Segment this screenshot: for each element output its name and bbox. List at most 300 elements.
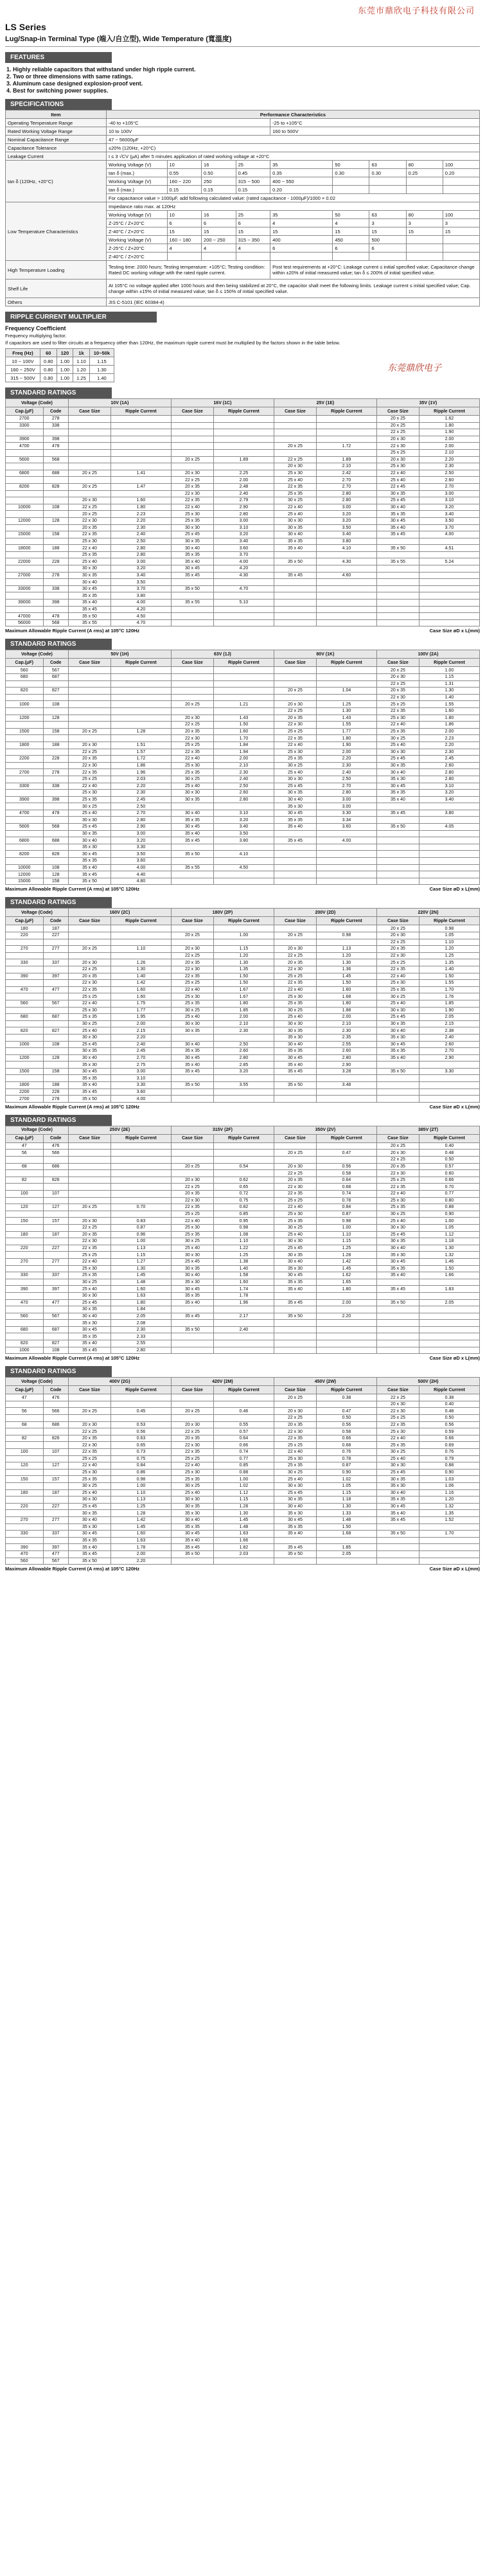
cap-cell (6, 1469, 44, 1476)
case-size-cell (274, 851, 316, 858)
cap-cell: 680 (6, 1014, 44, 1021)
case-size-cell: 35 x 30 (68, 1320, 110, 1327)
ratings-row (6, 1428, 480, 1435)
ripple-cell: 0.79 (419, 1455, 479, 1462)
case-size-cell: 30 x 45 (274, 1272, 316, 1279)
code-cell (43, 1048, 68, 1055)
ripple-cell: 0.62 (213, 1177, 274, 1184)
case-size-cell: 20 x 25 (68, 511, 110, 518)
ripple-cell: 5.10 (213, 600, 274, 607)
specs-table (5, 110, 480, 306)
ripple-cell (213, 416, 274, 423)
case-size-cell: 22 x 40 (171, 756, 213, 763)
spec-cell: 315 ~ 500 (236, 177, 270, 186)
case-size-cell: 30 x 40 (376, 1245, 419, 1252)
ripple-cell: 1.55 (419, 980, 479, 987)
cap-cell: 330 (6, 1272, 44, 1279)
code-cell (43, 707, 68, 715)
case-size-cell: 25 x 30 (376, 463, 419, 470)
ripple-cell (213, 667, 274, 674)
ripple-cell: 3.00 (316, 504, 376, 511)
ratings-row (6, 1531, 480, 1538)
code-cell (43, 803, 68, 810)
ripple-cell: 1.78 (213, 1292, 274, 1299)
code-cell: 128 (43, 517, 68, 524)
case-size-cell (171, 422, 213, 429)
cap-cell: 2200 (6, 1088, 44, 1096)
ripple-cell: 4.00 (110, 600, 171, 607)
ripple-cell (316, 694, 376, 701)
ripple-cell: 3.50 (110, 851, 171, 858)
case-size-cell: 35 x 45 (274, 1299, 316, 1306)
ripple-cell: 1.86 (419, 722, 479, 729)
cap-cell (6, 952, 44, 959)
case-size-cell: 30 x 40 (376, 769, 419, 776)
case-size-cell: 35 x 35 (68, 858, 110, 865)
cap-cell: 220 (6, 1245, 44, 1252)
code-cell (43, 1469, 68, 1476)
case-size-cell: 30 x 45 (376, 517, 419, 524)
ratings-row (6, 1415, 480, 1422)
cap-cell (6, 749, 44, 756)
cap-cell: 1500 (6, 728, 44, 735)
ratings-row (6, 422, 480, 429)
case-size-cell: 35 x 40 (171, 1299, 213, 1306)
case-size-cell: 20 x 30 (274, 946, 316, 953)
case-size-cell: 25 x 40 (274, 477, 316, 484)
case-size-cell (171, 619, 213, 626)
cap-cell: 180 (6, 1231, 44, 1238)
ripple-cell: 1.30 (419, 688, 479, 695)
case-size-cell (274, 416, 316, 423)
case-size-cell (376, 837, 419, 844)
code-cell (43, 490, 68, 497)
spec-row (6, 119, 480, 127)
code-cell (43, 565, 68, 573)
ripple-cell: 1.60 (110, 1531, 171, 1538)
code-cell: 228 (43, 1088, 68, 1096)
code-cell: 826 (43, 1435, 68, 1442)
ripple-cell: 0.76 (419, 1449, 479, 1456)
cap-cell (6, 565, 44, 573)
case-size-cell (171, 925, 213, 932)
case-size-cell: 35 x 30 (274, 803, 316, 810)
spec-cell: 63 (369, 211, 406, 219)
case-size-header: Case Size (274, 407, 316, 416)
spec-cell (406, 177, 443, 186)
ripple-cell: 2.20 (110, 517, 171, 524)
mult-header-row (6, 349, 114, 357)
case-size-cell: 25 x 35 (274, 756, 316, 763)
case-size-cell: 30 x 35 (274, 524, 316, 531)
code-cell (43, 579, 68, 586)
case-size-cell: 20 x 25 (171, 701, 213, 708)
top-bar (5, 0, 480, 18)
case-size-header: Case Size (274, 1134, 316, 1142)
case-size-cell (68, 1157, 110, 1164)
ripple-cell: 3.48 (316, 1082, 376, 1089)
cap-cell (6, 680, 44, 688)
ripple-cell (213, 1340, 274, 1347)
ripple-cell: 4.50 (110, 613, 171, 620)
code-cell (43, 1292, 68, 1299)
ripple-cell (316, 429, 376, 436)
spec-cell: 80 (406, 161, 443, 169)
ripple-cell: 4.70 (110, 619, 171, 626)
code-cell (43, 511, 68, 518)
case-size-cell: 20 x 35 (68, 1231, 110, 1238)
cap-cell: 560 (6, 1558, 44, 1565)
voltage-code-header: Voltage (Code) (6, 650, 69, 659)
ripple-cell: 1.67 (213, 993, 274, 1000)
ripple-cell: 2.00 (213, 756, 274, 763)
cap-cell: 12000 (6, 871, 44, 878)
ripple-cell (316, 858, 376, 865)
spec-cell: 0.25 (406, 169, 443, 177)
series-title: LS Series (5, 22, 46, 32)
case-size-cell: 22 x 30 (274, 1428, 316, 1435)
ripple-cell (110, 1142, 171, 1150)
case-size-cell: 30 x 25 (171, 1238, 213, 1245)
ratings-row (6, 1238, 480, 1245)
spec-cell: 50 (333, 211, 369, 219)
case-size-cell: 25 x 30 (68, 1007, 110, 1014)
ratings-row (6, 1421, 480, 1428)
spec-cell: 160 ~ 220 (167, 177, 202, 186)
ripple-cell (213, 1034, 274, 1041)
ripple-header: Ripple Current (110, 1134, 171, 1142)
case-size-cell: 35 x 50 (68, 613, 110, 620)
case-size-cell: 35 x 30 (68, 1061, 110, 1069)
case-size-cell (68, 667, 110, 674)
spec-cell: Working Voltage (V) (107, 211, 168, 219)
case-size-cell (274, 449, 316, 456)
cap-cell (6, 1292, 44, 1299)
spec-cell: 4 (202, 244, 236, 253)
spec-cell: tan δ (max.) (107, 186, 168, 194)
cap-cell (6, 1333, 44, 1340)
ripple-cell: 0.90 (419, 1211, 479, 1218)
case-size-header: Case Size (68, 407, 110, 416)
ripple-cell (110, 674, 171, 681)
ripple-cell (213, 619, 274, 626)
code-cell (43, 1497, 68, 1504)
case-size-cell: 20 x 25 (68, 470, 110, 477)
case-size-cell: 25 x 45 (68, 824, 110, 831)
ripple-cell (316, 1096, 376, 1103)
case-size-cell: 35 x 40 (68, 1340, 110, 1347)
case-size-cell (376, 565, 419, 573)
cap-cell (6, 762, 44, 769)
ripple-cell: 1.36 (316, 966, 376, 973)
ripple-cell: 1.32 (419, 1252, 479, 1259)
ripple-cell: 0.58 (316, 1428, 376, 1435)
code-cell (43, 1455, 68, 1462)
voltage-code-header: Voltage (Code) (6, 399, 69, 407)
ratings-column-row (6, 1386, 480, 1394)
case-size-cell (376, 592, 419, 600)
ratings-voltage-row (6, 1126, 480, 1134)
case-size-cell: 25 x 35 (68, 1014, 110, 1021)
cap-cell: 2200 (6, 756, 44, 763)
case-size-cell: 35 x 45 (68, 871, 110, 878)
multiplier-block (5, 348, 480, 382)
voltage-header: 385V (2T) (376, 1126, 479, 1134)
case-size-cell: 30 x 25 (171, 1007, 213, 1014)
ripple-cell: 0.98 (419, 925, 479, 932)
ripple-cell: 3.55 (213, 1082, 274, 1089)
case-size-cell: 35 x 50 (171, 585, 213, 592)
case-size-cell: 25 x 30 (274, 1455, 316, 1462)
ripple-cell: 1.86 (110, 762, 171, 769)
case-size-cell (68, 952, 110, 959)
ratings-row (6, 538, 480, 545)
case-size-cell (68, 722, 110, 729)
case-size-cell: 22 x 35 (171, 1449, 213, 1456)
case-size-cell: 35 x 45 (171, 837, 213, 844)
ratings-row (6, 946, 480, 953)
ratings-row (6, 1497, 480, 1504)
case-size-cell: 35 x 35 (171, 551, 213, 558)
ripple-cell: 0.68 (316, 1442, 376, 1449)
case-size-cell: 22 x 35 (274, 1435, 316, 1442)
case-size-cell: 35 x 35 (171, 1523, 213, 1531)
cap-cell (6, 1211, 44, 1218)
ripple-cell: 1.30 (110, 966, 171, 973)
ripple-cell (213, 1347, 274, 1354)
case-size-cell: 25 x 35 (68, 1476, 110, 1483)
case-size-cell (376, 551, 419, 558)
ripple-cell: 1.15 (316, 1238, 376, 1245)
ripple-cell: 1.35 (213, 966, 274, 973)
case-size-cell: 35 x 40 (274, 1061, 316, 1069)
cap-cell: 1000 (6, 1347, 44, 1354)
code-cell: 338 (43, 783, 68, 790)
code-cell: 687 (43, 1326, 68, 1333)
spec-cell: 6 (270, 244, 333, 253)
case-size-cell: 30 x 45 (274, 810, 316, 817)
ratings-row (6, 1476, 480, 1483)
case-size-cell (68, 1184, 110, 1191)
code-cell: 686 (43, 1421, 68, 1428)
spec-cell (406, 236, 443, 244)
ratings-row (6, 817, 480, 824)
cap-cell: 68 (6, 1163, 44, 1170)
ripple-cell: 2.80 (213, 1054, 274, 1061)
code-cell: 188 (43, 1082, 68, 1089)
case-size-cell: 25 x 35 (274, 1462, 316, 1470)
ratings-row (6, 1258, 480, 1265)
ripple-cell (419, 1061, 479, 1069)
ratings-row (6, 959, 480, 966)
ripple-cell: 2.55 (110, 1340, 171, 1347)
case-size-cell: 20 x 30 (171, 1177, 213, 1184)
ripple-cell: 0.98 (110, 1476, 171, 1483)
case-size-cell: 22 x 40 (68, 1258, 110, 1265)
ripple-cell (110, 1177, 171, 1184)
case-size-cell (376, 1550, 419, 1558)
ripple-cell (110, 449, 171, 456)
ripple-cell: 1.21 (213, 701, 274, 708)
ripple-cell: 2.10 (316, 1020, 376, 1027)
ripple-cell: 0.98 (316, 1218, 376, 1225)
ratings-row (6, 1224, 480, 1231)
ratings-row (6, 456, 480, 463)
ripple-cell (419, 1082, 479, 1089)
case-size-cell (171, 449, 213, 456)
ripple-cell: 2.70 (110, 1054, 171, 1061)
case-size-cell: 25 x 30 (171, 993, 213, 1000)
case-size-cell: 22 x 40 (376, 470, 419, 477)
case-size-cell (376, 572, 419, 579)
case-size-cell: 35 x 50 (376, 1531, 419, 1538)
ripple-header: Ripple Current (110, 659, 171, 667)
ripple-header: Ripple Current (316, 407, 376, 416)
case-size-cell (376, 579, 419, 586)
voltage-header: 350V (2V) (274, 1126, 376, 1134)
case-size-cell (171, 680, 213, 688)
spec-row (6, 152, 480, 161)
case-size-cell (171, 429, 213, 436)
ripple-header: Ripple Current (213, 659, 274, 667)
ripple-cell (110, 925, 171, 932)
case-size-cell: 35 x 45 (376, 1286, 419, 1293)
code-cell (43, 1510, 68, 1517)
case-size-cell: 35 x 50 (68, 1558, 110, 1565)
ripple-cell (213, 429, 274, 436)
ripple-cell: 2.50 (110, 538, 171, 545)
feature-item: 1. Highly reliable capacitors that withstand under high ripple current. (6, 66, 196, 73)
ripple-cell: 1.30 (316, 707, 376, 715)
case-size-cell (376, 1313, 419, 1320)
ratings-row (6, 1041, 480, 1048)
ripple-cell: 1.50 (316, 980, 376, 987)
ratings-row (6, 1048, 480, 1055)
code-cell: 107 (43, 1449, 68, 1456)
case-size-cell: 20 x 25 (274, 1150, 316, 1157)
ripple-cell: 1.45 (110, 1523, 171, 1531)
ripple-cell (110, 422, 171, 429)
series-subtitle: Lug/Snap-in Terminal Type (端入/自立型), Wide Temperature (寬溫度) (5, 33, 480, 47)
case-size-cell: 30 x 30 (171, 790, 213, 797)
ripple-cell: 3.40 (213, 538, 274, 545)
ripple-cell: 2.38 (419, 1027, 479, 1035)
ripple-cell: 0.58 (316, 1170, 376, 1177)
case-size-cell: 30 x 30 (274, 1238, 316, 1245)
ripple-cell (110, 456, 171, 463)
ratings-voltage-row (6, 1378, 480, 1386)
ratings-row (6, 1142, 480, 1150)
ratings-row (6, 565, 480, 573)
code-cell: 107 (43, 1191, 68, 1198)
case-size-cell (68, 925, 110, 932)
case-size-cell (274, 613, 316, 620)
case-size-cell: 20 x 35 (171, 1191, 213, 1198)
ratings-row (6, 1510, 480, 1517)
ripple-cell: 1.05 (419, 932, 479, 939)
case-size-cell: 35 x 35 (171, 1292, 213, 1299)
case-size-cell: 35 x 45 (274, 1544, 316, 1551)
ripple-cell: 1.42 (316, 1258, 376, 1265)
ratings-row (6, 803, 480, 810)
spec-value: ±20% (120Hz, +20°C) (107, 144, 480, 152)
ripple-cell (316, 925, 376, 932)
ripple-cell: 2.00 (419, 728, 479, 735)
case-size-cell: 20 x 30 (171, 946, 213, 953)
ripple-cell: 1.22 (213, 1245, 274, 1252)
case-size-cell: 35 x 40 (68, 1544, 110, 1551)
mult-cell: 1.40 (89, 374, 114, 382)
cap-cell: 2700 (6, 416, 44, 423)
case-size-cell: 30 x 30 (68, 817, 110, 824)
ratings-header: STANDARD RATINGS (5, 387, 112, 398)
code-cell (43, 952, 68, 959)
ripple-cell: 3.70 (110, 585, 171, 592)
cap-cell: 1200 (6, 1054, 44, 1061)
ripple-cell: 3.20 (419, 504, 479, 511)
ripple-cell: 1.30 (110, 1265, 171, 1272)
ripple-cell: 1.75 (110, 1000, 171, 1007)
case-size-cell: 30 x 40 (171, 545, 213, 552)
ripple-cell: 2.90 (213, 504, 274, 511)
ripple-cell: 3.30 (110, 1082, 171, 1089)
mult-cell: 315 ~ 500V (6, 374, 40, 382)
case-size-cell (376, 1537, 419, 1544)
case-size-cell: 22 x 30 (68, 762, 110, 769)
cap-cell: 150 (6, 1476, 44, 1483)
case-size-cell: 30 x 25 (376, 1449, 419, 1456)
case-size-cell (171, 707, 213, 715)
ripple-cell: 2.60 (213, 790, 274, 797)
ripple-cell: 2.40 (213, 490, 274, 497)
ripple-cell (110, 667, 171, 674)
case-size-cell: 20 x 25 (274, 688, 316, 695)
case-size-cell: 30 x 35 (171, 1265, 213, 1272)
ripple-cell (110, 722, 171, 729)
ratings-row (6, 490, 480, 497)
ripple-cell: 0.87 (316, 1462, 376, 1470)
case-size-cell: 30 x 30 (171, 524, 213, 531)
cap-cell (6, 1510, 44, 1517)
case-size-cell (171, 688, 213, 695)
ratings-row (6, 790, 480, 797)
cap-header: Cap.(μF) (6, 1134, 44, 1142)
ripple-cell: 1.28 (110, 728, 171, 735)
ripple-cell (110, 680, 171, 688)
case-size-cell (68, 694, 110, 701)
ripple-cell: 1.96 (213, 1299, 274, 1306)
spec-label: Leakage Current (6, 152, 107, 161)
ripple-cell: 1.52 (419, 1516, 479, 1523)
spec-cell: 10 (167, 211, 202, 219)
cap-cell (6, 980, 44, 987)
ripple-cell (110, 932, 171, 939)
case-size-cell: 30 x 35 (68, 1048, 110, 1055)
ripple-cell: 2.50 (213, 783, 274, 790)
code-cell (43, 762, 68, 769)
spec-cell: 15 (333, 227, 369, 236)
code-cell: 338 (43, 422, 68, 429)
ripple-cell: 1.48 (213, 1523, 274, 1531)
code-cell: 567 (43, 1313, 68, 1320)
ripple-cell (213, 871, 274, 878)
ripple-cell: 3.60 (110, 1088, 171, 1096)
case-size-cell: 20 x 25 (376, 422, 419, 429)
ripple-cell: 4.20 (110, 606, 171, 613)
freq-note-1: Frequency multiplying factor. (5, 333, 67, 339)
spec-cell: 450 (333, 236, 369, 244)
case-size-cell: 25 x 45 (171, 531, 213, 538)
